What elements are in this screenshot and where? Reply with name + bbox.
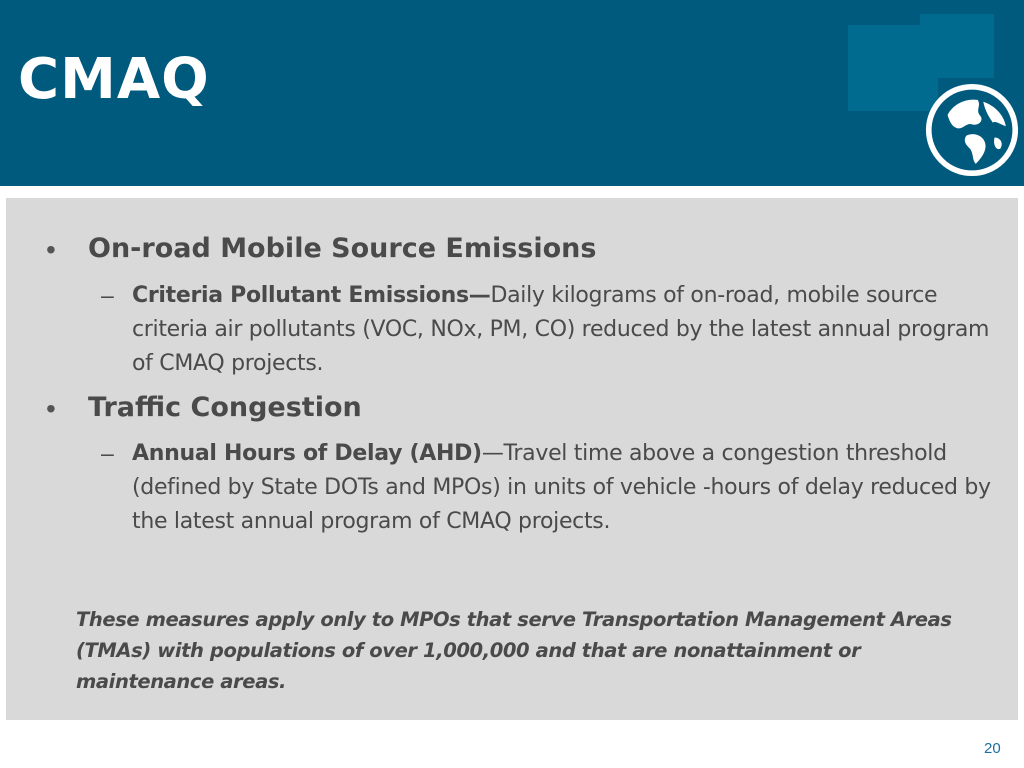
dash-icon: – <box>101 282 114 308</box>
page-number: 20 <box>984 740 1001 757</box>
bullet-icon: • <box>46 234 56 265</box>
decor-square <box>920 14 994 78</box>
bullet-heading: Traffic Congestion <box>88 392 362 423</box>
dash-icon: – <box>101 440 114 466</box>
bullet-heading: On-road Mobile Source Emissions <box>88 233 597 264</box>
slide-header <box>0 0 1024 186</box>
sub-bullet-text: —Travel time above a congestion threshold (defined by State DOTs and MPOs) in units of vehicle -hours of delay reduced by the latest annual program of CMAQ projects. <box>132 441 991 534</box>
sub-bullet <box>132 279 1002 381</box>
decor-square <box>848 25 920 111</box>
globe-icon <box>925 83 1019 177</box>
sub-bullet-label: Annual Hours of Delay (AHD) <box>132 441 482 466</box>
slide-title: CMAQ <box>18 47 210 112</box>
sub-bullet-label: Criteria Pollutant Emissions— <box>132 283 491 308</box>
footnote: These measures apply only to MPOs that serve Transportation Management Areas (TMAs) with populations of over 1,000,000 and that are nonattainment or maintenance areas. <box>76 608 952 693</box>
bullet-icon: • <box>46 393 56 424</box>
sub-bullet <box>132 437 1002 539</box>
sub-bullet-text: Daily kilograms of on-road, mobile source criteria air pollutants (VOC, NOx, PM, CO) reduced by the latest annual program of CMAQ projects. <box>132 283 990 376</box>
